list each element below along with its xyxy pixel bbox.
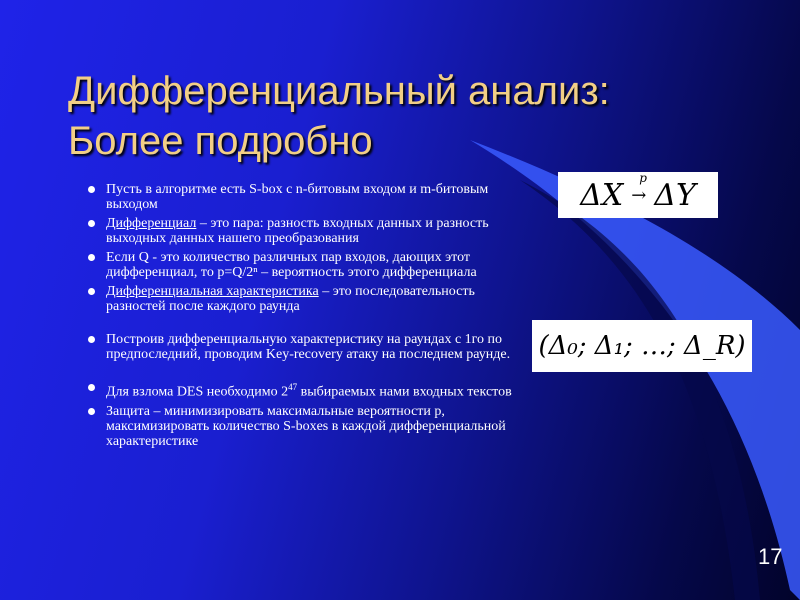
arrow-label: p [639, 170, 647, 185]
title-line-1: Дифференциальный анализ: [68, 69, 610, 113]
bullet-list [88, 182, 528, 453]
bullet-icon [88, 384, 95, 391]
bullet-text: Защита – минимизировать максимальные вероятности p, максимизировать количество S-boxes в каждой дифференциальной характеристике [106, 403, 506, 449]
formula-delta-y: ΔY [654, 177, 696, 213]
formula-characteristic: (Δ₀; Δ₁; …; Δ_R) [532, 320, 752, 372]
bullet-item [88, 182, 528, 212]
bullet-icon [88, 408, 95, 415]
bullet-term: Дифференциальная характеристика [106, 284, 319, 299]
bullet-item [88, 284, 528, 314]
bullet-text: Для взлома DES необходимо 2 [106, 384, 289, 400]
bullet-icon [88, 336, 95, 343]
slide-title [68, 66, 748, 166]
bullet-text: – это последовательность разностей после каждого раунда [106, 284, 475, 314]
arrow-icon: → p [631, 170, 647, 206]
bullet-text: Построив дифференциальную характеристику на раундах с 1го по предпоследний, проводим Key-recovery атаку на последнем раунде. [106, 332, 511, 362]
bullet-text: – это пара: разность входных данных и разность выходных данных нашего преобразования [106, 216, 489, 246]
bullet-item [88, 216, 528, 246]
title-line-2: Более подробно [68, 119, 373, 163]
bullet-text: Пусть в алгоритме есть S-box с n-битовым входом и m-битовым выходом [106, 182, 489, 212]
bullet-icon [88, 220, 95, 227]
bullet-item [88, 332, 528, 362]
bullet-exponent: 47 [288, 382, 298, 392]
page-number: 17 [758, 544, 783, 569]
bullet-item [88, 250, 528, 280]
bullet-icon [88, 254, 95, 261]
bullet-item [88, 404, 528, 449]
bullet-text: Если Q - это количество различных пар входов, дающих этот дифференциал, то p=Q/2ⁿ – вероятность этого дифференциала [106, 250, 477, 280]
bullet-icon [88, 288, 95, 295]
formula-delta-x: ΔX [580, 177, 624, 213]
bullet-item [88, 380, 528, 400]
formula-differential [558, 172, 718, 218]
bullet-text: выбираемых нами входных текстов [297, 384, 512, 400]
bullet-term: Дифференциал [106, 216, 197, 231]
bullet-icon [88, 186, 95, 193]
